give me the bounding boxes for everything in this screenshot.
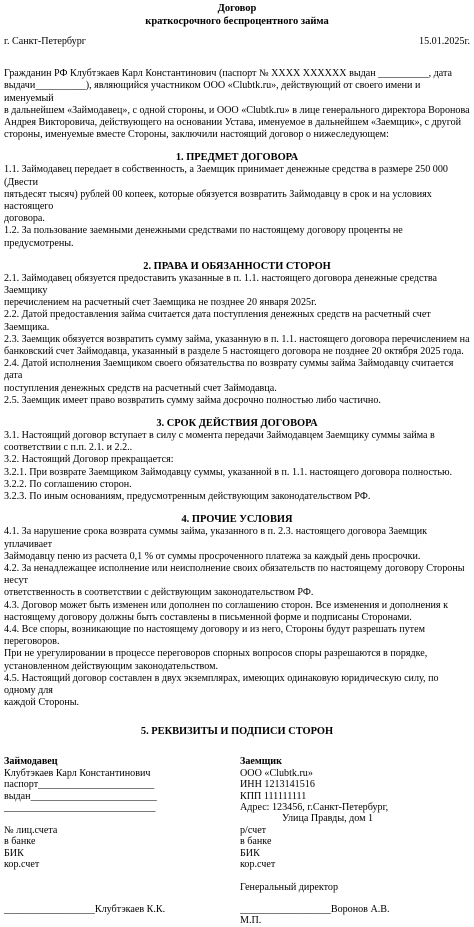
lender-line: БИК — [4, 847, 24, 859]
borrower-line: Адрес: 123456, г.Санкт-Петербург, — [240, 801, 389, 813]
contract-page — [4, 2, 470, 927]
borrower-line: КПП 111111111 — [240, 790, 307, 802]
preamble-line: выдачи__________), являющийся участником ООО «Clubtk.ru», действующий от своего имени и именуемый — [4, 80, 421, 104]
doc-subtitle: краткосрочного беспроцентного займа — [145, 16, 329, 27]
section-line: 3.2.3. По иным основаниям, предусмотренным действующим законодательством РФ. — [4, 491, 371, 503]
lender-column — [4, 756, 240, 870]
section-line: 4.1. За нарушение срока возврата суммы займа, указанного в п. 2.3. настоящего договора Заемщик уплачивает — [4, 526, 428, 550]
section-line: 4.3. Договор может быть изменен или дополнен по соглашению сторон. Все изменения и дополнения к — [4, 599, 448, 611]
section-heading: 1. ПРЕДМЕТ ДОГОВОРА — [175, 152, 299, 164]
borrower-column — [240, 756, 388, 870]
stamp-mark: М.П. — [240, 915, 262, 927]
borrower-title: Заемщик — [240, 756, 282, 768]
section-line: настоящему договору должны быть составлены в письменной форме и подписаны Сторонами. — [4, 611, 412, 623]
preamble — [4, 68, 470, 141]
section-line: 2.3. Заемщик обязуется возвратить сумму займа, указанную в п. 1.1. настоящего договора перечислением на — [4, 333, 470, 345]
section-line: 2.5. Заемщик имеет право возвратить сумму займа досрочно полностью либо частично. — [4, 394, 381, 406]
section-line: ответственность в соответствии с действующим законодательством РФ. — [4, 587, 314, 599]
section-heading: 3. СРОК ДЕЙСТВИЯ ДОГОВОРА — [156, 418, 318, 430]
section-line: банковский счет Займодавца, указанный в разделе 5 настоящего договора не позднее 20 октября 2025 года. — [4, 346, 464, 358]
city: г. Санкт-Петербург — [4, 36, 86, 47]
borrower-signature: __________________Воронов А.В. — [240, 903, 390, 915]
section-line: 3.2.2. По соглашению сторон. — [4, 478, 132, 490]
section-line: 2.1. Займодавец обязуется предоставить указанные в п. 1.1. настоящего договора денежные средства Заемщику — [4, 272, 437, 297]
section-line: 3.2. Настоящий Договор прекращается: — [4, 454, 174, 466]
lender-line: № лиц.счета — [4, 824, 58, 836]
section-line: 4.4. Все споры, возникающие по настоящему договору и из него, Стороны будут разрешать путем переговоров. — [4, 623, 425, 648]
section-line: 3.2.1. При возврате Заемщиком Займодавцу суммы, указанной в п. 1.1. настоящего договора полностью. — [4, 466, 453, 478]
doc-title: Договор — [217, 3, 257, 14]
preamble-line: стороны, именуемые вместе Стороны, заключили настоящий договор о нижеследующем: — [4, 129, 389, 141]
director-title: Генеральный директор — [240, 882, 338, 894]
lender-line: в банке — [4, 836, 36, 848]
borrower-line: р/счет — [240, 824, 267, 836]
section-heading: 5. РЕКВИЗИТЫ И ПОДПИСИ СТОРОН — [140, 726, 334, 738]
section-line: соответствии с п.п. 2.1. и 2.2.. — [4, 442, 133, 454]
section-heading: 2. ПРАВА И ОБЯЗАННОСТИ СТОРОН — [143, 260, 331, 272]
section-line: установленном действующим законодательством. — [4, 660, 219, 672]
section-heading: 4. ПРОЧИЕ УСЛОВИЯ — [181, 514, 293, 526]
lender-line: ______________________________ — [4, 801, 156, 813]
section-line: 2.4. Датой исполнения Заемщиком своего обязательства по возврату суммы займа Займодавцу считается дата — [4, 358, 454, 382]
section-line: 1.1. Займодавец передает в собственность, а Заемщик принимает денежные средства в размере 250 000 (Двести — [4, 164, 448, 188]
place-date-row — [4, 36, 470, 48]
borrower-line: ООО «Clubtk.ru» — [240, 767, 313, 779]
lender-title: Займодавец — [4, 756, 58, 768]
borrower-line: БИК — [240, 847, 260, 859]
section-line: пятьдесят тысяч) рублей 00 копеек, которые обязуется возвратить Займодавцу в срок и на условиях настоящего — [4, 188, 432, 213]
section-line: поступления денежных средств на расчетный счет Займодавца. — [4, 382, 277, 394]
preamble-line: Гражданин РФ Клубтэкаев Карл Константинович (паспорт № XXXX XXXXXX выдан __________, дата — [4, 68, 453, 80]
section-line: При не урегулировании в процессе переговоров спорных вопросов споры разрешаются в порядке, — [4, 648, 428, 660]
borrower-line: в банке — [240, 836, 272, 848]
lender-line: кор.счет — [4, 859, 40, 870]
section-line: перечислением на расчетный счет Заемщика не позднее 20 января 2025г. — [4, 297, 317, 309]
stamp-row — [4, 915, 470, 926]
requisites-block — [4, 756, 470, 870]
lender-line: Клубтэкаев Карл Константинович — [4, 767, 151, 779]
section-line: 3.1. Настоящий договор вступает в силу с момента передачи Займодавцем Заемщику суммы займа в — [4, 430, 435, 442]
signature-row — [4, 904, 470, 915]
preamble-line: Андрея Викторовича, действующего на основании Устава, именуемое в дальнейшем «Заемщик», с другой — [4, 117, 462, 129]
lender-signature: __________________Клубтэкаев К.К. — [4, 903, 166, 915]
section-line: 2.2. Датой предоставления займа считается дата поступления денежных средств на расчетный счет Заемщика. — [4, 309, 431, 333]
borrower-line: ИНН 1213141516 — [240, 779, 315, 791]
section-line: 4.5. Настоящий договор составлен в двух экземплярах, имеющих одинаковую юридическую силу, по одному для — [4, 672, 439, 696]
section-line: 4.2. За ненадлежащее исполнение или неисполнение своих обязательств по настоящему договору Стороны несут — [4, 562, 465, 587]
lender-line: паспорт_______________________ — [4, 779, 155, 791]
lender-line — [4, 813, 240, 824]
section-line: Займодавцу пеню из расчета 0,1 % от суммы просроченного платежа за каждый день просрочки. — [4, 550, 421, 562]
date: 15.01.2025г. — [419, 36, 470, 47]
preamble-line: в дальнейшем «Займодавец», с одной стороны, и ООО «Clubtk.ru» в лице генерального директора Воронова — [4, 104, 470, 116]
borrower-line: Улица Правды, дом 1 — [282, 813, 374, 825]
director-row — [4, 882, 470, 893]
borrower-line: кор.счет — [240, 859, 276, 870]
section-line: 1.2. За пользование заемными денежными средствами по настоящему договору проценты не предусмотрены. — [4, 225, 403, 249]
section-line: каждой Стороны. — [4, 697, 80, 709]
lender-line: выдан_________________________ — [4, 790, 157, 802]
section-line: договора. — [4, 213, 45, 225]
